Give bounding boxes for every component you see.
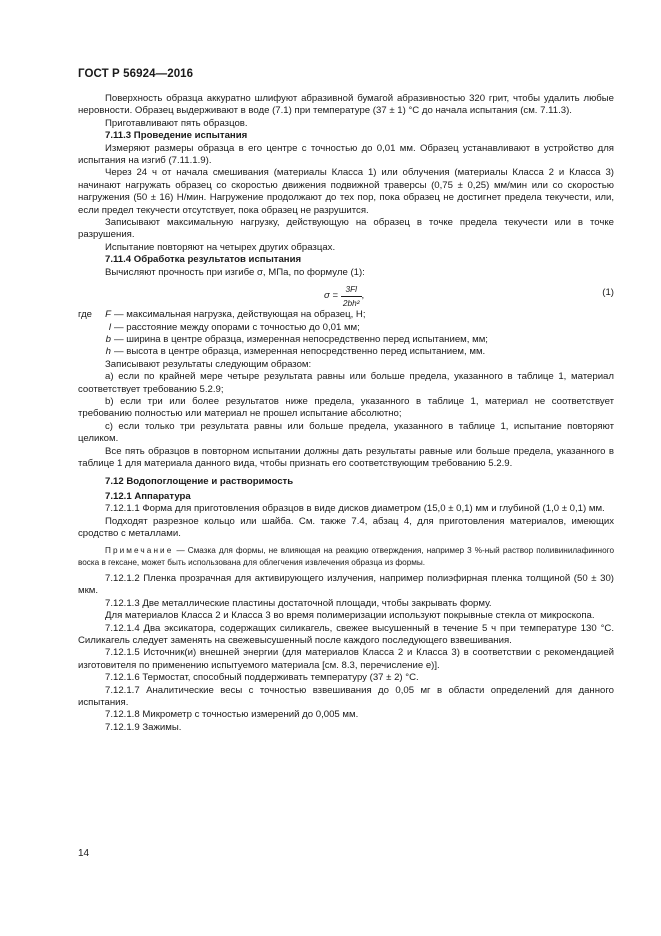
paragraph: 7.12.1.1 Форма для приготовления образцов в виде дисков диаметром (15,0 ± 0,1) мм и глубиной (1,0 ± 0,1) мм. <box>105 503 605 515</box>
document-header: ГОСТ Р 56924—2016 <box>78 68 194 80</box>
section-heading: 7.12.1 Аппаратура <box>105 490 191 502</box>
paragraph: 7.12.1.2 Пленка прозрачная для активирующего излучения, например полиэфирная пленка толщиной (50 ± 30) мкм. <box>78 573 614 597</box>
note-text: — Смазка для формы, не влияющая на реакцию отверждения, например 3 %-ный раствор поливинилафинного воска в гексане, может быть использована для облегчения извлечения образца из формы. <box>78 546 614 567</box>
definition-text: — максимальная нагрузка, действующая на образец, Н; <box>114 309 366 321</box>
formula-block <box>78 279 614 309</box>
paragraph: Записывают результаты следующим образом: <box>105 358 312 370</box>
note-label: Примечание <box>105 546 174 556</box>
definition-term: b <box>105 333 111 345</box>
definition-text: — ширина в центре образца, измеренная непосредственно перед испытанием, мм; <box>114 333 488 345</box>
definition-row <box>78 309 614 321</box>
list-item: с) если только три результата равны или больше предела, указанного в таблице 1, испытание повторяют целиком. <box>78 420 614 445</box>
definition-term: l <box>108 321 111 333</box>
definition-term: F <box>105 309 111 321</box>
paragraph: Измеряют размеры образца в его центре с точностью до 0,01 мм. Образец устанавливают в устройство для испытания на изгиб (7.11.1.9). <box>78 142 614 167</box>
formula-number: (1) <box>602 287 614 299</box>
formula-expression <box>324 283 364 309</box>
definition-row <box>78 322 614 334</box>
paragraph: Записывают максимальную нагрузку, действующую на образец в точке предела текучести или в точке разрушения. <box>78 217 614 241</box>
paragraph: Испытание повторяют на четырех других образцах. <box>105 241 336 253</box>
paragraph: Подходят разрезное кольцо или шайба. См. также 7.4, абзац 4, для приготовления материалов, имеющих сродство с металлами. <box>78 515 614 539</box>
formula-numerator: 3Fl <box>341 283 362 296</box>
paragraph: 7.12.1.9 Зажимы. <box>105 721 182 733</box>
paragraph: Все пять образцов в повторном испытании должны дать результаты равные или больше предела, указанного в таблице 1 для материала данного вида, чтобы признать его соответствующим требованию 5.2.9. <box>78 445 614 469</box>
definition-row <box>78 346 614 358</box>
definition-intro: где <box>78 309 93 321</box>
paragraph: 7.12.1.6 Термостат, способный поддерживать температуру (37 ± 2) °С. <box>105 672 419 684</box>
paragraph: 7.12.1.8 Микрометр с точностью измерений до 0,005 мм. <box>105 709 359 721</box>
definition-term: h <box>105 346 111 358</box>
paragraph: Поверхность образца аккуратно шлифуют абразивной бумагой абразивностью 320 грит, чтобы удалить любые неровности. Образец выдерживают в воде (7.1) при температуре (37 ± 1) °С до начала испытания (см. 7.11.3). <box>78 93 614 117</box>
definition-text: — расстояние между опорами с точностью до 0,01 мм; <box>114 321 360 333</box>
definition-row <box>78 334 614 346</box>
list-item: а) если по крайней мере четыре результата равны или больше предела, указанного в таблице 1, материал соответствует требованию 5.2.9; <box>78 371 614 395</box>
paragraph: Вычисляют прочность при изгибе σ, МПа, по формуле (1): <box>105 266 365 278</box>
definition-list <box>78 309 614 359</box>
paragraph: Через 24 ч от начала смешивания (материалы Класса 1) или облучения (материалы Класса 2 и Класса 3) начинают нагружать образец со скоростью движения подвижной траверсы (0,75 ± 0,25) мм/мин или со скоростью нагружения (50 ± 16) Н/мин. Нагружение продолжают до тех пор, пока образец не достигнет предела текучести, или, если предел текучести отсутствует, пока образец не разрушится. <box>78 167 614 216</box>
list-item: b) если три или более результатов ниже предела, указанного в таблице 1, материал не соответствует требованию полностью или материал не прошел испытание абсолютно; <box>78 395 614 420</box>
paragraph: Приготавливают пять образцов. <box>105 117 248 129</box>
formula-denominator: 2bh² <box>342 297 360 308</box>
note <box>78 545 614 568</box>
definition-text: — высота в центре образца, измеренная непосредственно перед испытанием, мм. <box>114 346 486 358</box>
paragraph: 7.12.1.5 Источник(и) внешней энергии (для материалов Класса 2 и Класса 3) в соответствии с рекомендацией изготовителя по применению испытуемого материала [см. 8.3, перечисление е)]. <box>78 647 614 671</box>
page-number: 14 <box>78 848 90 859</box>
document-body <box>78 93 614 734</box>
section-heading: 7.12 Водопоглощение и растворимость <box>105 476 294 488</box>
section-heading: 7.11.4 Обработка результатов испытания <box>105 254 302 266</box>
formula-tail: , <box>361 289 365 301</box>
section-heading: 7.11.3 Проведение испытания <box>105 130 248 142</box>
formula-lhs: σ = <box>324 289 338 301</box>
paragraph: 7.12.1.7 Аналитические весы с точностью взвешивания до 0,05 мг в области определений для данного испытания. <box>78 684 614 709</box>
paragraph: 7.12.1.3 Две металлические пластины достаточной площади, чтобы закрывать форму. <box>105 597 492 609</box>
paragraph: Для материалов Класса 2 и Класса 3 во время полимеризации используют покрывные стекла от микроскопа. <box>105 610 595 622</box>
paragraph: 7.12.1.4 Два эксикатора, содержащих силикагель, свежее высушенный в течение 5 ч при температуре 130 °С. Силикагель следует заменять на свежевысушенный после каждого последующего взвешивания. <box>78 622 614 647</box>
